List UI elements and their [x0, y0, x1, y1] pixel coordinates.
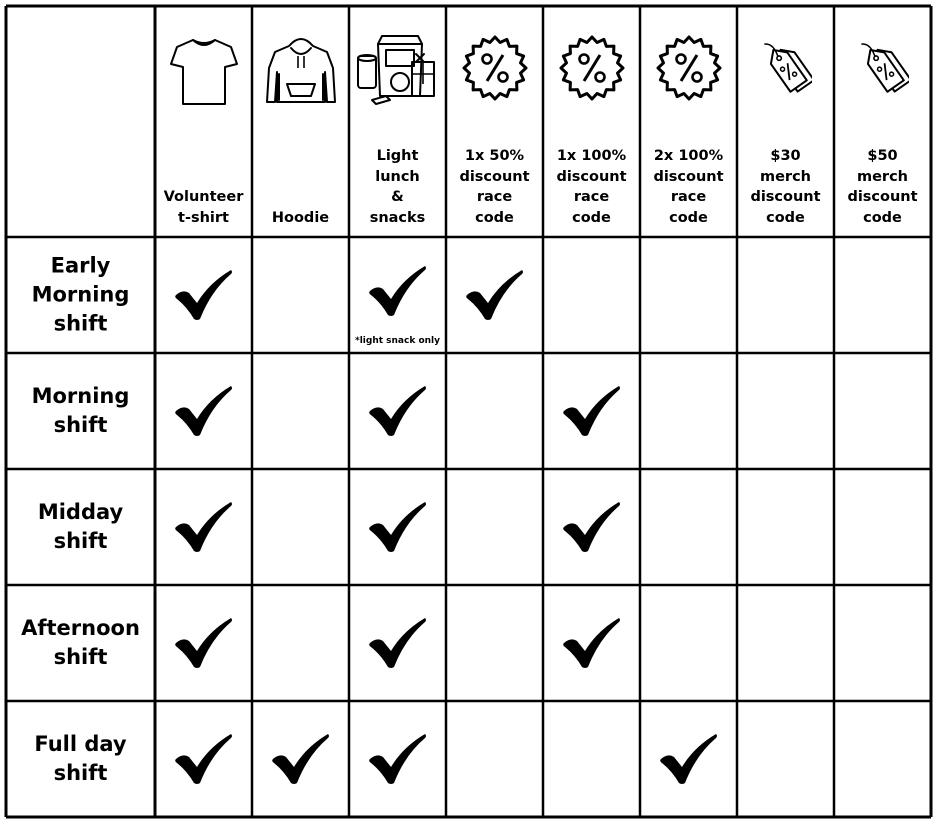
- row-header: [6, 469, 155, 585]
- table-cell: [446, 469, 543, 585]
- table-cell: [349, 353, 446, 469]
- column-label: $30 merch discount code: [750, 148, 821, 226]
- table-cell: [640, 469, 737, 585]
- discount-badge-icon: [655, 34, 723, 102]
- table-cell: [252, 469, 349, 585]
- table-cell: [640, 353, 737, 469]
- row-label: Early Morning shift: [31, 253, 130, 336]
- table-cell: [543, 237, 640, 353]
- column-header-code100: [543, 6, 640, 237]
- table-cell: [446, 585, 543, 701]
- table-cell: [252, 701, 349, 817]
- table-cell: [737, 585, 834, 701]
- column-header-code100x2: [640, 6, 737, 237]
- table-cell: [543, 353, 640, 469]
- price-tag-icon: [760, 34, 812, 96]
- column-header-lunch: [349, 6, 446, 237]
- table-cell: [640, 237, 737, 353]
- column-label: Light lunch & snacks: [369, 148, 426, 226]
- table-cell: [155, 701, 252, 817]
- table-cell: [640, 585, 737, 701]
- column-icon-wrap: [543, 34, 640, 102]
- discount-badge-icon: [558, 34, 626, 102]
- checkmark-icon: [658, 733, 720, 785]
- tshirt-icon: [169, 34, 239, 106]
- benefits-table: [6, 6, 931, 817]
- checkmark-icon: [561, 385, 623, 437]
- checkmark-icon: [561, 501, 623, 553]
- column-label: 1x 100% discount race code: [556, 148, 627, 226]
- table-cell: [640, 701, 737, 817]
- table-cell: [155, 585, 252, 701]
- row-label: Full day shift: [34, 732, 127, 785]
- checkmark-icon: [173, 733, 235, 785]
- column-header-merch30: [737, 6, 834, 237]
- column-header-code50: [446, 6, 543, 237]
- row-label: Afternoon shift: [21, 616, 140, 669]
- column-icon-wrap: [640, 34, 737, 102]
- header-corner-cell: [6, 6, 155, 237]
- table-cell: [349, 469, 446, 585]
- table-cell: [446, 701, 543, 817]
- table-cell: [252, 237, 349, 353]
- column-icon-wrap: [252, 34, 349, 106]
- table-cell: [834, 237, 931, 353]
- table-cell: [446, 353, 543, 469]
- table-cell: [446, 237, 543, 353]
- row-header: [6, 701, 155, 817]
- column-icon-wrap: [737, 34, 834, 96]
- hoodie-icon: [265, 34, 337, 106]
- table-cell: [349, 237, 446, 353]
- column-icon-wrap: [349, 34, 446, 106]
- column-icon-wrap: [446, 34, 543, 102]
- table-cell: [834, 701, 931, 817]
- row-label: Midday shift: [37, 500, 124, 553]
- checkmark-icon: [173, 269, 235, 321]
- discount-badge-icon: [461, 34, 529, 102]
- column-label: Volunteer t-shirt: [163, 189, 244, 226]
- table-cell: [543, 701, 640, 817]
- table-cell: [252, 585, 349, 701]
- column-label: 2x 100% discount race code: [653, 148, 724, 226]
- table-cell: [349, 701, 446, 817]
- column-label: $50 merch discount code: [847, 148, 918, 226]
- row-label: Morning shift: [31, 384, 130, 437]
- table-cell: [834, 353, 931, 469]
- column-icon-wrap: [155, 34, 252, 106]
- table-cell: [737, 469, 834, 585]
- snacks-icon: [356, 34, 440, 106]
- table-cell: [737, 353, 834, 469]
- row-header: [6, 353, 155, 469]
- checkmark-icon: [561, 617, 623, 669]
- table-cell: [737, 701, 834, 817]
- table-cell: [737, 237, 834, 353]
- checkmark-icon: [367, 617, 429, 669]
- checkmark-icon: [367, 501, 429, 553]
- column-header-merch50: [834, 6, 931, 237]
- row-header: [6, 237, 155, 353]
- column-label: 1x 50% discount race code: [459, 148, 530, 226]
- table-cell: [349, 585, 446, 701]
- column-label: Hoodie: [271, 209, 330, 226]
- checkmark-icon: [173, 385, 235, 437]
- table-cell: [155, 353, 252, 469]
- column-icon-wrap: [834, 34, 931, 96]
- checkmark-icon: [464, 269, 526, 321]
- table-cell: [252, 353, 349, 469]
- table-cell: [543, 585, 640, 701]
- checkmark-icon: [367, 733, 429, 785]
- table-cell: [543, 469, 640, 585]
- cell-footnote: *light snack only: [355, 336, 440, 346]
- checkmark-icon: [270, 733, 332, 785]
- table-cell: [834, 585, 931, 701]
- column-header-tshirt: [155, 6, 252, 237]
- table-cell: [155, 469, 252, 585]
- table-cell: [155, 237, 252, 353]
- table-cell: [834, 469, 931, 585]
- column-header-hoodie: [252, 6, 349, 237]
- checkmark-icon: [367, 385, 429, 437]
- row-header: [6, 585, 155, 701]
- price-tag-icon: [857, 34, 909, 96]
- checkmark-icon: [367, 265, 429, 317]
- checkmark-icon: [173, 501, 235, 553]
- checkmark-icon: [173, 617, 235, 669]
